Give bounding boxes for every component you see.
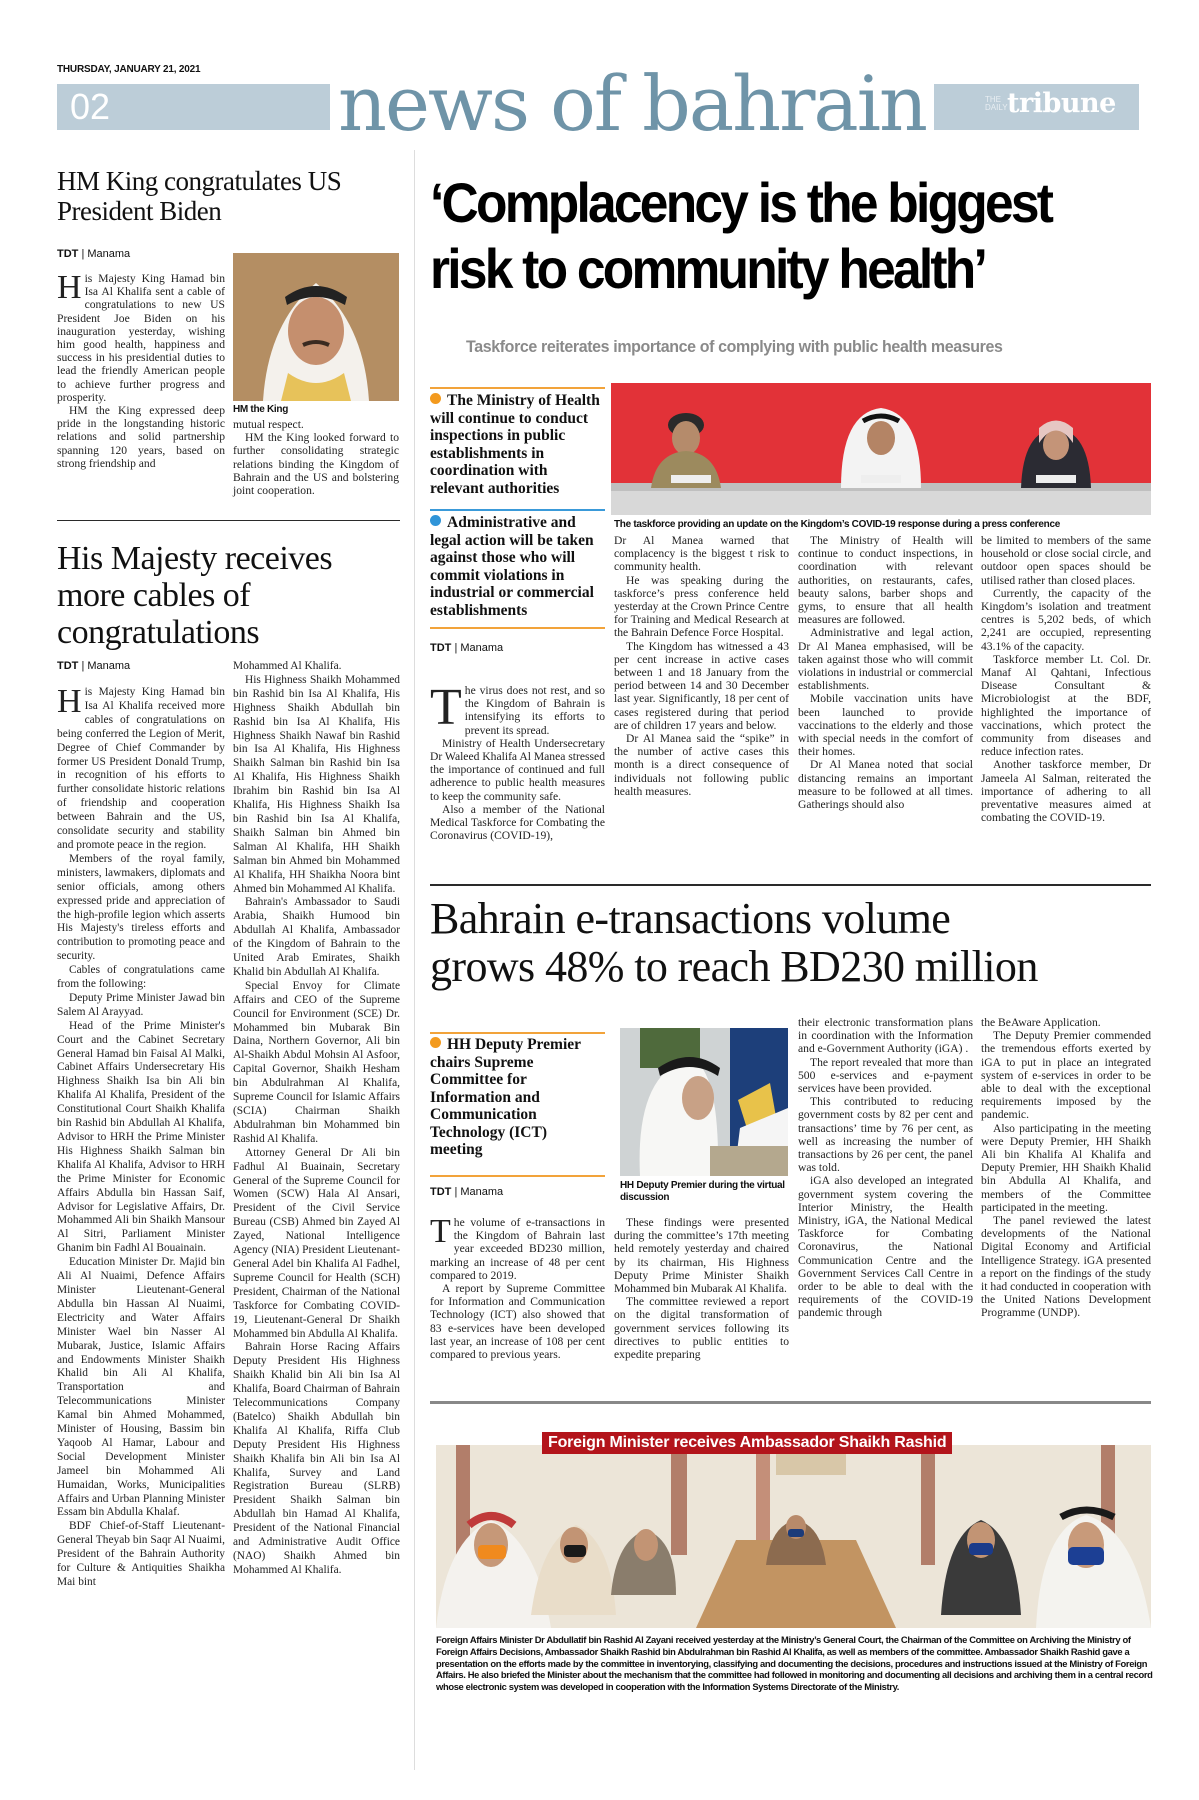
paragraph: Bahrain Horse Racing Affairs Deputy President His Highness Shaikh Khalid bin Ali bin Isa Al Khalifa, Board Chairman of Bahrain Telecommunications Company (Batelco) Shaikh Abdullah bin Khalifa Al Khalifa, Riffa Club Deputy President His Highness Shaikh Khalifa bin Ali bin Isa Al Khalifa, Survey and Land Registration Bureau (SLRB) President Shaikh Salman bin Abdullah bin Hamad Al Khalifa, President of the National Financial and Administrative Audit Office (NAO) Shaikh Ahmed bin Mohammed Al Khalifa. (233, 1341, 400, 1576)
dropcap: H (57, 683, 82, 720)
king-photo-caption: HM the King (233, 404, 289, 415)
covid-col-2 (614, 534, 789, 798)
byline-source: TDT (430, 1186, 452, 1198)
paragraph: is Majesty King Hamad bin Isa Al Khalifa sent a cable of congratulations to new US President Joe Biden on his inauguration yesterday, wishing him good health, happiness and success in his presidential duties to lead the friendly American people to achieve further progress and prosperity. (57, 272, 225, 404)
etrans-byline: TDT | Manama (430, 1186, 504, 1198)
portrait-icon (233, 253, 399, 401)
blue-bullet-icon (430, 515, 441, 526)
paragraph: Bahrain's Ambassador to Saudi Arabia, Shaikh Humood bin Abdullah Al Khalifa, Ambassador of the Kingdom of Bahrain to the United Arab Emirates, Shaikh Khalid bin Abdullah Al Khalifa. (233, 896, 400, 978)
paragraph: mutual respect. (233, 418, 304, 431)
brand-name: tribune (1007, 88, 1116, 119)
byline-place: Manama (87, 248, 131, 260)
press-conference-image-icon (611, 383, 1151, 515)
paragraph: Also a member of the National Medical Taskforce for Combating the Coronavirus (COVID-19), (430, 802, 605, 843)
paragraph: Attorney General Dr Ali bin Fadhul Al Buainain, Secretary General of the Supreme Council for Women (SCW) Hala Al Ansari, President of the Civil Service Bureau (CSB) Ahmed bin Zayed Al Zayed, National Intelligence Agency (NIA) President Lieutenant-General Adel bin Khalifa Al Fadhel, Supreme Council for Health (SCH) President, Chairman of the National Taskforce for Combating COVID-19, Lieutenant-General Dr Shaikh Mohammed bin Abdulla Al Khalifa. (233, 1146, 400, 1340)
king-photo (233, 253, 399, 401)
column-separator (414, 150, 415, 1770)
etrans-highlight (430, 1036, 595, 1159)
byline-source: TDT (57, 660, 79, 672)
brand-small-text: THE DAILY (985, 94, 1008, 112)
paragraph: Members of the royal family, ministers, lawmakers, diplomats and senior officials, among others expressed pride and appreciation of the high-profile legion which asserts His Majesty's tireless efforts and contribution to promoting peace and security. (57, 852, 225, 963)
paragraph: HM the King looked forward to further consolidating strategic relations binding the Kingdom of Bahrain and the US and bolstering joint cooperation. (233, 431, 399, 498)
covid-col-3 (798, 534, 973, 811)
issue-date: THURSDAY, JANUARY 21, 2021 (57, 64, 201, 75)
paragraph: he virus does not rest, and so the Kingdom of Bahrain is intensifying its efforts to prevent its spread. (464, 684, 605, 737)
paragraph: Dr Al Manea noted that social distancing remains an important measure to be followed at all times. Gatherings should also (798, 758, 973, 812)
covid-highlight-2 (430, 514, 610, 619)
paragraph: His Highness Shaikh Mohammed bin Rashid bin Isa Al Khalifa, His Highness Shaikh Abdullah bin Rashid bin Isa Al Khalifa, His Highness Shaikh Nawaf bin Rashid bin Isa Al Khalifa, His Highness Shaikh Salman bin Rashid bin Isa Al Khalifa, His Highness Shaikh Ibrahim bin Rashid bin Isa Al Khalifa, His Highness Shaikh Isa bin Rashid bin Isa Al Khalifa, Shaikh Salman bin Ahmed bin Salman Al Khalifa, HH Shaikh Salman bin Ahmed bin Mohammed Al Khalifa, HH Shaikha Noora bint Ahmed bin Mohammed Al Khalifa. (233, 673, 400, 895)
paragraph: The Deputy Premier commended the tremendous efforts exerted by iGA to put in place an integrated system of e-services in order to be able to deal with the exceptional requirements imposed by the pandemic. (981, 1029, 1151, 1122)
press-conference-photo (611, 383, 1151, 515)
cables-col-1 (57, 683, 225, 1590)
highlight-text: The Ministry of Health will continue to conduct inspections in public establishments in coordination with relevant authorities (430, 392, 600, 497)
paragraph: This contributed to reducing government costs by 82 per cent and transactions’ time by 76 per cent, as well as increasing the number of transactions by 26 per cent, the panel was told. (798, 1095, 973, 1175)
dropcap: T (430, 679, 462, 736)
paragraph: Education Minister Dr. Majid bin Ali Al Nuaimi, Defence Affairs Minister Lieutenant-General Abdulla bin Hassan Al Nuaimi, Electricity and Water Affairs Minister Wael bin Nasser Al Mubarak, Justice, Islamic Affairs and Endowments Minister Shaikh Khalid bin Ali Al Khalifa, Transportation and Telecommunications Minister Kamal bin Ahmed Mohammed, Minister of Housing, Bassim bin Yaqoob Al Hamar, Labour and Social Development Minister Jameel bin Mohammed Ali Humaidan, Works, Municipalities Affairs and Urban Planning Minister Essam bin Abdulla Khalaf. (57, 1256, 225, 1519)
paragraph: Cables of congratulations came from the following: (57, 964, 225, 991)
paragraph: the BeAware Application. (981, 1016, 1101, 1029)
etrans-col-4 (981, 1016, 1151, 1320)
byline-place: Manama (87, 660, 131, 672)
highlight-text: Administrative and legal action will be taken against those who will commit violations in industrial or commercial establishments (430, 514, 594, 619)
paragraph: HM the King expressed deep pride in the longstanding historic relations and solid partnership spanning 120 years, based on strong friendship and (57, 404, 225, 470)
section-title (330, 59, 934, 148)
paragraph: Also participating in the meeting were Deputy Premier, HH Shaikh Ali bin Khalifa Al Khalifa and Deputy Premier, HH Shaikh Khalid bin Abdulla Al Khalifa, and members of the Committee participated in the meeting. (981, 1121, 1151, 1214)
paragraph: Another taskforce member, Dr Jameela Al Salman, reiterated the importance of adhering to all preventative measures aimed at combating the COVID-19. (981, 758, 1151, 825)
deputy-premier-photo (620, 1028, 788, 1176)
etrans-col-1 (430, 1213, 605, 1362)
biden-col-1 (57, 269, 225, 470)
paragraph: The Ministry of Health will continue to conduct inspections, in coordination with relevant authorities, on restaurants, cafes, beauty salons, barber shops and gyms, to ensure that all health measures are followed. (798, 534, 973, 627)
orange-bullet-icon (430, 1037, 441, 1048)
paragraph: Currently, the capacity of the Kingdom’s isolation and treatment centres is 5,202 beds, of which 2,241 are occupied, representing 43.1% of the capacity. (981, 586, 1151, 653)
covid-headline (430, 170, 1092, 302)
highlight-text: HH Deputy Premier chairs Supreme Committee for Information and Communication Technology (ICT) meeting (430, 1036, 581, 1158)
highlight-rule (430, 1032, 605, 1034)
covid-byline: TDT | Manama (430, 642, 504, 654)
headline-line-2: grows 48% to reach BD230 million (430, 942, 1038, 991)
paragraph: Ministry of Health Undersecretary Dr Waleed Khalifa Al Manea stressed the importance of continued and full adherence to public health measures to keep the community safe. (430, 736, 605, 803)
paragraph: The report revealed that more than 500 e-services and e-payment services have been provided. (798, 1055, 973, 1096)
biden-col-2 (233, 418, 399, 497)
headline-line-2: risk to community health’ (430, 237, 986, 300)
paragraph: Head of the Prime Minister's Court and the Cabinet Secretary General Hamad bin Faisal Al Malki, Cabinet Affairs Undersecretary His Highness Shaikh Isa bin Ali bin Khalifa Al Khalifa, President of the Constitutional Court Shaikh Khalifa bin Rashid bin Abdullah Al Khalifa, Advisor to HRH the Prime Minister His Highness Shaikh Salman bin Khalifa Al Khalifa, Advisor to HRH the Prime Minister for Economic Affairs Abdulla bin Hassan Saif, Advisor for Legislative Affairs, Dr. Mohammed Ali bin Shaikh Mansour Al Sitri, Parliament Minister Ghanim bin Fadhl Al Bouainain. (57, 1019, 225, 1255)
biden-byline: TDT | Manama (57, 248, 131, 260)
paragraph: Dr Al Manea said the “spike” in the number of active cases this month is a direct consequence of individuals not following public health measures. (614, 732, 789, 798)
divider (430, 884, 1151, 886)
divider (57, 520, 400, 521)
cables-byline: TDT | Manama (57, 660, 131, 672)
paragraph: The panel reviewed the latest developments of the National Digital Economy and Artificial Intelligence Strategy. iGA presented a report on the findings of the study it had conducted in cooperation with the United Nations Development Programme (UNDP). (981, 1214, 1151, 1320)
meeting-room-image-icon (436, 1445, 1151, 1628)
highlight-rule (430, 627, 605, 629)
press-photo-caption: The taskforce providing an update on the Kingdom’s COVID-19 response during a press conference (614, 519, 1060, 530)
cables-col-2 (233, 660, 400, 1578)
paragraph: Administrative and legal action, Dr Al Manea emphasised, will be taken against those who will commit violations in industrial or commercial establishments. (798, 626, 973, 693)
paragraph: be limited to members of the same household or close social circle, and outdoor open spaces should be utilised rather than closed places. (981, 534, 1151, 587)
biden-headline: HM King congratulates US President Biden (57, 166, 342, 226)
paragraph: Taskforce member Lt. Col. Dr. Manaf Al Qahtani, Infectious Disease Consultant & Microbiologist at the BDF, highlighted the importance of vaccinations, which protect the community from diseases and reduce infection rates. (981, 652, 1151, 759)
orange-bullet-icon (430, 393, 441, 404)
covid-subheadline: Taskforce reiterates importance of complying with public health measures (466, 337, 1003, 356)
foreign-minister-caption: Foreign Affairs Minister Dr Abdullatif bin Rashid Al Zayani received yesterday at the Ministry’s General Court, the Chairman of the Committee on Archiving the Ministry of Foreign Affairs Decisions, Ambassador Shaikh Rashid bin Abdulrahman bin Rashid Al Khalifa, as well as members of the committee. Ambassador Shaikh Rashid gave a presentation on the efforts made by the committee in inventorying, classifying and documenting the decisions, procedures and instructions issued at the Ministry of Foreign Affairs. He also briefed the Minister about the mechanism that the committee had followed in monitoring and documenting all decisions and archiving them in a central record whose electronic system was developed in cooperation with the Information Systems Directorate of the Ministry. (436, 1634, 1153, 1693)
paragraph: Mobile vaccination units have been launched to provide vaccinations to the elderly and those with special needs in the comfort of their homes. (798, 692, 973, 759)
deputy-premier-caption: HH Deputy Premier during the virtual discussion (620, 1180, 785, 1203)
paragraph: These findings were presented during the committee’s 17th meeting held remotely yesterday and chaired by its chairman, His Highness Deputy Prime Minister Shaikh Mohammed bin Mubarak Al Khalifa. (614, 1216, 789, 1296)
cables-headline: His Majesty receives more cables of congratulations (57, 540, 333, 651)
foreign-minister-banner: Foreign Minister receives Ambassador Shaikh Rashid (542, 1432, 952, 1454)
dropcap: H (57, 269, 82, 306)
paragraph: He was speaking during the taskforce’s press conference held yesterday at the Crown Prince Centre for Training and Medical Research at the Bahrain Defence Force Hospital. (614, 573, 789, 640)
paragraph: The committee reviewed a report on the digital transformation of government services following its directives to public entities to expedite preparing (614, 1295, 789, 1362)
highlight-rule (430, 387, 605, 389)
byline-source: TDT (57, 248, 79, 260)
covid-highlight-1 (430, 392, 605, 497)
covid-col-4 (981, 534, 1151, 824)
paragraph: iGA also developed an integrated government system covering the Interior Ministry, the Health Ministry, iGA, the National Medical Taskforce for Combating Coronavirus, the National Communication Centre and the Government Services Call Centre in order to be able to deal with the requirements of the COVID-19 pandemic through (798, 1174, 973, 1320)
paragraph: Deputy Prime Minister Jawad bin Salem Al Arayyad. (57, 991, 225, 1018)
etrans-col-3 (798, 1016, 973, 1320)
paragraph: he volume of e-transactions in the Kingdom of Bahrain last year exceeded BD230 million, marking an increase of 48 per cent compared to 2019. (430, 1216, 605, 1282)
etrans-headline (430, 895, 1150, 991)
paragraph: is Majesty King Hamad bin Isa Al Khalifa received more cables of congratulations on being conferred the Legion of Merit, Degree of Chief Commander by former US President Donald Trump, in recognition of his efforts to further consolidate historic relations of friendship and cooperation between Bahrain and the US, consolidate security and stability and promote peace in the region. (57, 686, 225, 851)
foreign-minister-photo (436, 1445, 1151, 1628)
section-title-text: news of bahrain (330, 59, 934, 148)
byline-place: Manama (460, 1186, 504, 1198)
byline-place: Manama (460, 642, 504, 654)
headline-line-1: Bahrain e-transactions volume (430, 894, 951, 943)
brand-logo (985, 88, 1116, 119)
paragraph: Special Envoy for Climate Affairs and CEO of the Supreme Council for Environment (SCE) Dr. Mohammed bin Mubarak Bin Daina, Northern Governor, Ali bin Al-Shaikh Abdul Mohsin Al Asfoor, Capital Governor, Shaikh Hesham bin Abdulrahman Al Khalifa, Supreme Council for Islamic Affairs (SCIA) Chairman Shaikh Abdulrahman bin Mohammed bin Rashid Al Khalifa. (233, 979, 400, 1145)
paragraph: The Kingdom has witnessed a 43 per cent increase in active cases between 1 and 18 January from the period between 14 and 30 December last year. Significantly, 18 per cent of cases registered during that period are of children 17 years and below. (614, 639, 789, 732)
dropcap: T (430, 1213, 451, 1250)
page-number: 02 (70, 86, 111, 127)
divider (430, 1401, 1151, 1404)
deputy-premier-image-icon (620, 1028, 788, 1176)
highlight-rule (430, 509, 605, 511)
etrans-col-2 (614, 1216, 789, 1361)
byline-source: TDT (430, 642, 452, 654)
paragraph: BDF Chief-of-Staff Lieutenant-General Theyab bin Saqr Al Nuaimi, President of the Bahrain Authority for Culture & Antiquities Shaikha Mai bint (57, 1520, 225, 1588)
paragraph: A report by Supreme Committee for Information and Communication Technology (ICT) also showed that 83 e-services have been developed last year, an increase of 108 per cent compared to previous years. (430, 1282, 605, 1362)
headline-line-1: ‘Complacency is the biggest (430, 171, 1052, 234)
paragraph: Dr Al Manea warned that complacency is the biggest t risk to community health. (614, 534, 789, 574)
paragraph: their electronic transformation plans in coordination with the Information and e-Government Authority (iGA) . (798, 1016, 973, 1056)
covid-col-1 (430, 679, 605, 843)
highlight-rule (430, 1175, 605, 1177)
paragraph: Mohammed Al Khalifa. (233, 660, 342, 672)
